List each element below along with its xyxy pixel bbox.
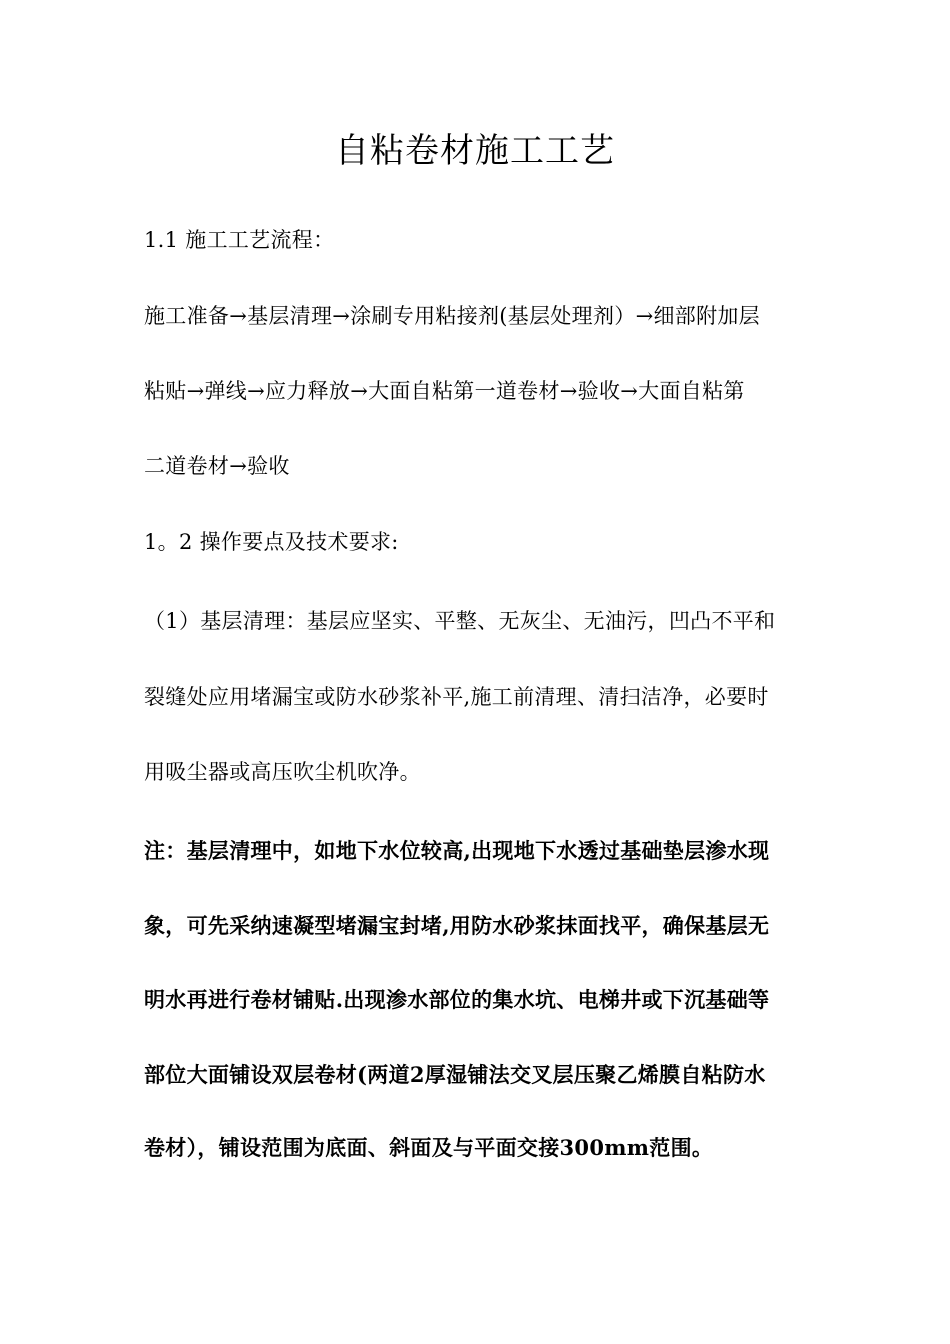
note-line-1: 注：基层清理中，如地下水位较高,出现地下水透过基础垫层渗水现 bbox=[144, 838, 770, 863]
flow-line-1: 施工准备→基层清理→涂刷专用粘接剂(基层处理剂）→细部附加层 bbox=[144, 304, 760, 328]
item-1-line-2: 裂缝处应用堵漏宝或防水砂浆补平,施工前清理、清扫洁净，必要时 bbox=[144, 685, 769, 709]
document-title: 自粘卷材施工工艺 bbox=[335, 131, 615, 171]
section-heading-1-1: 1.1 施工工艺流程： bbox=[144, 228, 335, 252]
item-1-line-1: （1）基层清理：基层应坚实、平整、无灰尘、无油污，凹凸不平和 bbox=[144, 609, 776, 633]
flow-line-3: 二道卷材→验收 bbox=[144, 454, 290, 478]
note-line-5: 卷材），铺设范围为底面、斜面及与平面交接300mm范围。 bbox=[144, 1135, 714, 1160]
note-line-2: 象，可先采纳速凝型堵漏宝封堵,用防水砂浆抹面找平，确保基层无 bbox=[144, 913, 770, 938]
section-heading-1-2: 1。2 操作要点及技术要求: bbox=[144, 530, 399, 554]
flow-line-2: 粘贴→弹线→应力释放→大面自粘第一道卷材→验收→大面自粘第 bbox=[144, 379, 745, 403]
note-line-4: 部位大面铺设双层卷材(两道2厚湿铺法交叉层压聚乙烯膜自粘防水 bbox=[144, 1062, 766, 1087]
item-1-line-3: 用吸尘器或高压吹尘机吹净。 bbox=[144, 760, 421, 784]
note-line-3: 明水再进行卷材铺贴.出现渗水部位的集水坑、电梯井或下沉基础等 bbox=[144, 987, 770, 1012]
